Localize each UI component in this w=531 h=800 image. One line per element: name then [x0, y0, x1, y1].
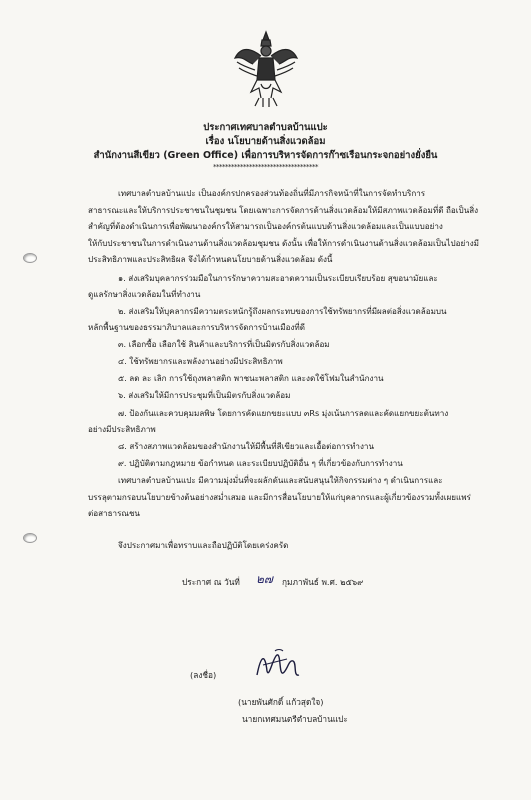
policy-item: หลักพื้นฐานของธรรมาภิบาลและการบริหารจัดการบ้านเมืองที่ดี: [88, 322, 305, 332]
punch-hole-bottom: [23, 533, 37, 543]
header-line-1: ประกาศเทศบาลตำบลบ้านแปะ: [203, 122, 328, 133]
policy-item: ๓. เลือกซื้อ เลือกใช้ สินค้าและบริการที่เป็นมิตรกับสิ่งแวดล้อม: [118, 339, 330, 349]
intro-line: สาธารณะและให้บริการประชาชนในชุมชน โดยเฉพาะการจัดการด้านสิ่งแวดล้อมให้มีสภาพแวดล้อมที่ดี ถือเป็นสิ่ง: [88, 205, 479, 215]
policy-item: ๒. ส่งเสริมให้บุคลากรมีความตระหนักรู้ถึงผลกระทบของการใช้ทรัพยากรที่มีผลต่อสิ่งแวดล้อมบน: [118, 306, 447, 316]
punch-hole-top: [23, 253, 37, 263]
intro-line: ให้กับประชาชนในการดำเนินงานด้านสิ่งแวดล้อมชุมชน ดังนั้น เพื่อให้การดำเนินงานด้านสิ่งแวดล้อมเป็นไปอย่างมี: [88, 238, 480, 248]
intro-line: ประสิทธิภาพและประสิทธิผล จึงได้กำหนดนโยบายด้านสิ่งแวดล้อม ดังนี้: [88, 254, 333, 264]
policy-item: ๘. สร้างสภาพแวดล้อมของสำนักงานให้มีพื้นที่สีเขียวและเอื้อต่อการทำงาน: [118, 441, 374, 451]
policy-item: ๙. ปฏิบัติตามกฎหมาย ข้อกำหนด และระเบียบปฏิบัติอื่น ๆ ที่เกี่ยวข้องกับการทำงาน: [118, 458, 403, 468]
signer-name: (นายพันศักดิ์ แก้วสุดใจ): [238, 697, 324, 707]
header-line-2: เรื่อง นโยบายด้านสิ่งแวดล้อม: [205, 136, 326, 147]
date-day: ๒๗: [256, 572, 273, 586]
date-prefix: ประกาศ ณ วันที่: [182, 577, 240, 587]
policy-item: ๑. ส่งเสริมบุคลากรร่วมมือในการรักษาความสะอาดความเป็นระเบียบเรียบร้อย สุขอนามัยและ: [118, 273, 438, 283]
announcement: จึงประกาศมาเพื่อทราบและถือปฏิบัติโดยเคร่งครัด: [118, 540, 289, 550]
policy-item: ๕. ลด ละ เลิก การใช้ถุงพลาสติก พาชนะพลาสติก และงดใช้โฟมในสำนักงาน: [118, 373, 384, 383]
policy-item: ๖. ส่งเสริมให้มีการประชุมที่เป็นมิตรกับสิ่งแวดล้อม: [118, 390, 291, 400]
date-month-year: กุมภาพันธ์ พ.ศ. ๒๕๖๙: [282, 577, 364, 587]
closing-line: ต่อสาธารณชน: [88, 508, 140, 518]
sign-label: (ลงชื่อ): [190, 670, 217, 680]
closing-line: บรรลุตามกรอบนโยบายข้างต้นอย่างสม่ำเสมอ และมีการสื่อนโยบายให้แก่บุคลากรและผู้เกี่ยวข้องรวมทั้งเผยแพร่: [88, 492, 471, 502]
signer-position: นายกเทศมนตรีตำบลบ้านแปะ: [242, 714, 348, 724]
intro-line: เทศบาลตำบลบ้านแปะ เป็นองค์กรปกครองส่วนท้องถิ่นที่มีภารกิจหน้าที่ในการจัดทำบริการ: [118, 188, 426, 198]
closing-line: เทศบาลตำบลบ้านแปะ มีความมุ่งมั่นที่จะผลักดันและสนับสนุนให้กิจกรรมต่าง ๆ ดำเนินการและ: [118, 475, 443, 485]
policy-item: ๗. ป้องกันและควบคุมมลพิษ โดยการคัดแยกขยะแบบ ๓Rs มุ่งเน้นการลดและคัดแยกขยะต้นทาง: [118, 408, 449, 418]
policy-item: ดูแลรักษาสิ่งแวดล้อมในที่ทำงาน: [88, 289, 201, 299]
signature-scribble: [253, 645, 303, 685]
header-separator: ***********************************: [213, 163, 318, 171]
intro-line: สำคัญที่ต้องดำเนินการเพื่อพัฒนาองค์กรให้สามารถเป็นองค์กรต้นแบบด้านสิ่งแวดล้อมและเป็นแบบอย่าง: [88, 221, 443, 231]
policy-item: ๔. ใช้ทรัพยากรและพลังงานอย่างมีประสิทธิภาพ: [118, 356, 283, 366]
policy-item: อย่างมีประสิทธิภาพ: [88, 424, 156, 434]
garuda-emblem: [233, 28, 299, 110]
header-line-3: สำนักงานสีเขียว (Green Office) เพื่อการบริหารจัดการก๊าซเรือนกระจกอย่างยั่งยืน: [93, 150, 438, 161]
